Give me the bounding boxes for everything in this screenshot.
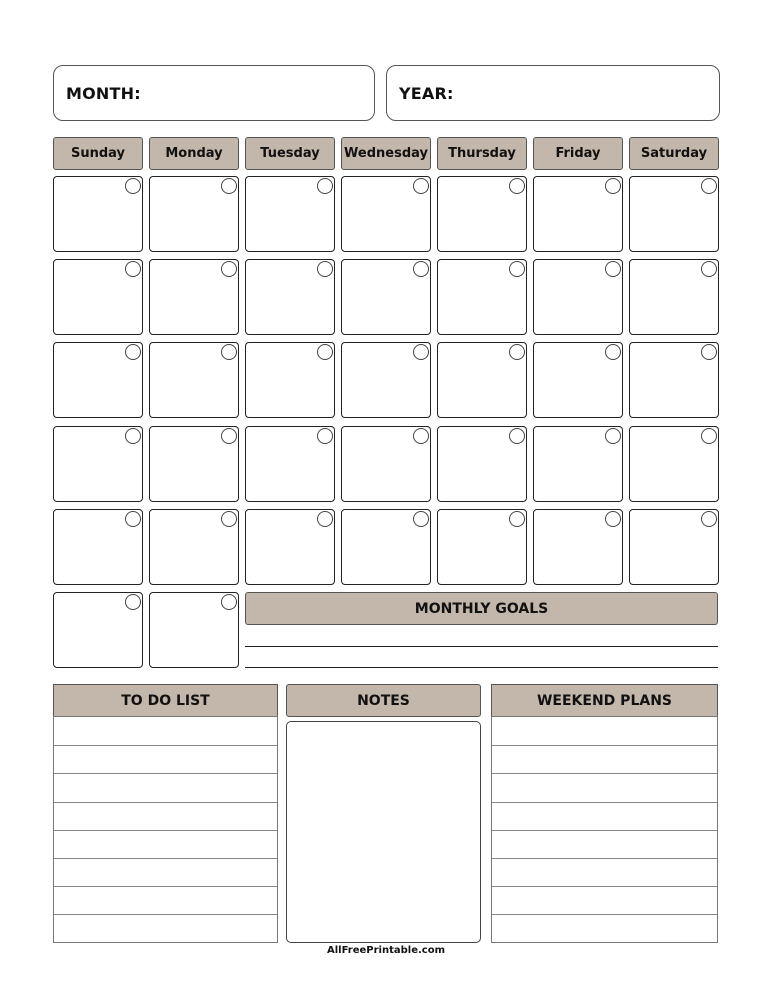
day-cell[interactable] — [437, 509, 527, 585]
list-line[interactable] — [54, 886, 277, 887]
list-line[interactable] — [54, 914, 277, 915]
list-line[interactable] — [54, 802, 277, 803]
notes-area[interactable] — [286, 721, 481, 943]
date-circle[interactable] — [125, 261, 141, 277]
day-header-friday — [533, 137, 623, 170]
month-label: MONTH: — [66, 83, 141, 103]
date-circle[interactable] — [605, 344, 621, 360]
day-cell[interactable] — [53, 426, 143, 502]
day-cell[interactable] — [53, 342, 143, 418]
day-cell[interactable] — [533, 176, 623, 252]
day-header-saturday — [629, 137, 719, 170]
day-cell[interactable] — [533, 342, 623, 418]
notes-header — [286, 684, 481, 717]
date-circle[interactable] — [221, 511, 237, 527]
day-cell[interactable] — [149, 342, 239, 418]
date-circle[interactable] — [605, 261, 621, 277]
year-label: YEAR: — [399, 83, 454, 103]
day-cell[interactable] — [341, 342, 431, 418]
day-cell[interactable] — [341, 426, 431, 502]
weekend-plans-list[interactable] — [491, 716, 718, 943]
day-cell[interactable] — [629, 509, 719, 585]
day-cell[interactable] — [341, 176, 431, 252]
day-header-thursday — [437, 137, 527, 170]
day-header-tuesday — [245, 137, 335, 170]
day-cell[interactable] — [437, 426, 527, 502]
day-cell[interactable] — [245, 342, 335, 418]
list-line[interactable] — [54, 858, 277, 859]
monthly-goals-line[interactable] — [245, 646, 718, 647]
day-cell[interactable] — [53, 176, 143, 252]
day-cell[interactable] — [533, 426, 623, 502]
date-circle[interactable] — [509, 428, 525, 444]
day-cell[interactable] — [245, 509, 335, 585]
footer-text: AllFreePrintable.com — [326, 945, 445, 956]
date-circle[interactable] — [413, 428, 429, 444]
day-header-label: Tuesday — [260, 146, 320, 161]
day-header-wednesday — [341, 137, 431, 170]
day-header-label: Sunday — [70, 146, 126, 161]
list-line[interactable] — [492, 886, 717, 887]
date-circle[interactable] — [221, 178, 237, 194]
day-cell[interactable] — [53, 259, 143, 335]
day-header-label: Thursday — [448, 146, 516, 161]
month-field[interactable] — [53, 65, 375, 121]
to-do-list[interactable] — [53, 716, 278, 943]
date-circle[interactable] — [701, 178, 717, 194]
list-line[interactable] — [492, 773, 717, 774]
day-header-sunday — [53, 137, 143, 170]
date-circle[interactable] — [413, 261, 429, 277]
to-do-list-title: TO DO LIST — [121, 692, 210, 709]
date-circle[interactable] — [221, 344, 237, 360]
day-cell[interactable] — [149, 426, 239, 502]
date-circle[interactable] — [221, 594, 237, 610]
date-circle[interactable] — [413, 511, 429, 527]
date-circle[interactable] — [125, 428, 141, 444]
list-line[interactable] — [492, 802, 717, 803]
year-field[interactable] — [386, 65, 720, 121]
date-circle[interactable] — [125, 511, 141, 527]
date-circle[interactable] — [221, 261, 237, 277]
date-circle[interactable] — [413, 178, 429, 194]
date-circle[interactable] — [605, 428, 621, 444]
day-cell[interactable] — [245, 426, 335, 502]
day-header-label: Friday — [555, 146, 601, 161]
date-circle[interactable] — [317, 261, 333, 277]
weekend-plans-title: WEEKEND PLANS — [536, 692, 672, 709]
day-header-label: Wednesday — [344, 146, 428, 161]
day-cell[interactable] — [629, 259, 719, 335]
day-cell[interactable] — [149, 259, 239, 335]
date-circle[interactable] — [413, 344, 429, 360]
date-circle[interactable] — [605, 511, 621, 527]
day-header-label: Saturday — [640, 146, 708, 161]
date-circle[interactable] — [317, 178, 333, 194]
date-circle[interactable] — [221, 428, 237, 444]
to-do-list-header — [53, 684, 278, 717]
date-circle[interactable] — [317, 344, 333, 360]
monthly-goals-title: MONTHLY GOALS — [414, 600, 549, 617]
day-header-label: Monday — [165, 146, 223, 161]
day-cell[interactable] — [245, 259, 335, 335]
day-cell[interactable] — [437, 259, 527, 335]
date-circle[interactable] — [125, 178, 141, 194]
day-cell[interactable] — [341, 259, 431, 335]
date-circle[interactable] — [701, 261, 717, 277]
date-circle[interactable] — [509, 261, 525, 277]
monthly-goals-header — [245, 592, 718, 625]
day-header-monday — [149, 137, 239, 170]
day-cell[interactable] — [149, 592, 239, 668]
list-line[interactable] — [492, 858, 717, 859]
day-cell[interactable] — [341, 509, 431, 585]
day-cell[interactable] — [629, 426, 719, 502]
date-circle[interactable] — [701, 428, 717, 444]
day-cell[interactable] — [149, 509, 239, 585]
list-line[interactable] — [54, 830, 277, 831]
notes-title: NOTES — [357, 692, 410, 709]
day-cell[interactable] — [437, 176, 527, 252]
list-line[interactable] — [492, 745, 717, 746]
day-cell[interactable] — [437, 342, 527, 418]
list-line[interactable] — [492, 830, 717, 831]
day-cell[interactable] — [629, 176, 719, 252]
date-circle[interactable] — [125, 594, 141, 610]
day-cell[interactable] — [245, 176, 335, 252]
day-cell[interactable] — [533, 509, 623, 585]
date-circle[interactable] — [509, 511, 525, 527]
date-circle[interactable] — [701, 344, 717, 360]
day-cell[interactable] — [53, 592, 143, 668]
date-circle[interactable] — [125, 344, 141, 360]
date-circle[interactable] — [605, 178, 621, 194]
footer-credit — [0, 945, 772, 959]
date-circle[interactable] — [701, 511, 717, 527]
list-line[interactable] — [54, 745, 277, 746]
date-circle[interactable] — [509, 344, 525, 360]
day-cell[interactable] — [533, 259, 623, 335]
monthly-goals-line[interactable] — [245, 667, 718, 668]
date-circle[interactable] — [317, 428, 333, 444]
day-cell[interactable] — [629, 342, 719, 418]
day-cell[interactable] — [149, 176, 239, 252]
date-circle[interactable] — [317, 511, 333, 527]
day-cell[interactable] — [53, 509, 143, 585]
list-line[interactable] — [54, 773, 277, 774]
date-circle[interactable] — [509, 178, 525, 194]
list-line[interactable] — [492, 914, 717, 915]
weekend-plans-header — [491, 684, 718, 717]
